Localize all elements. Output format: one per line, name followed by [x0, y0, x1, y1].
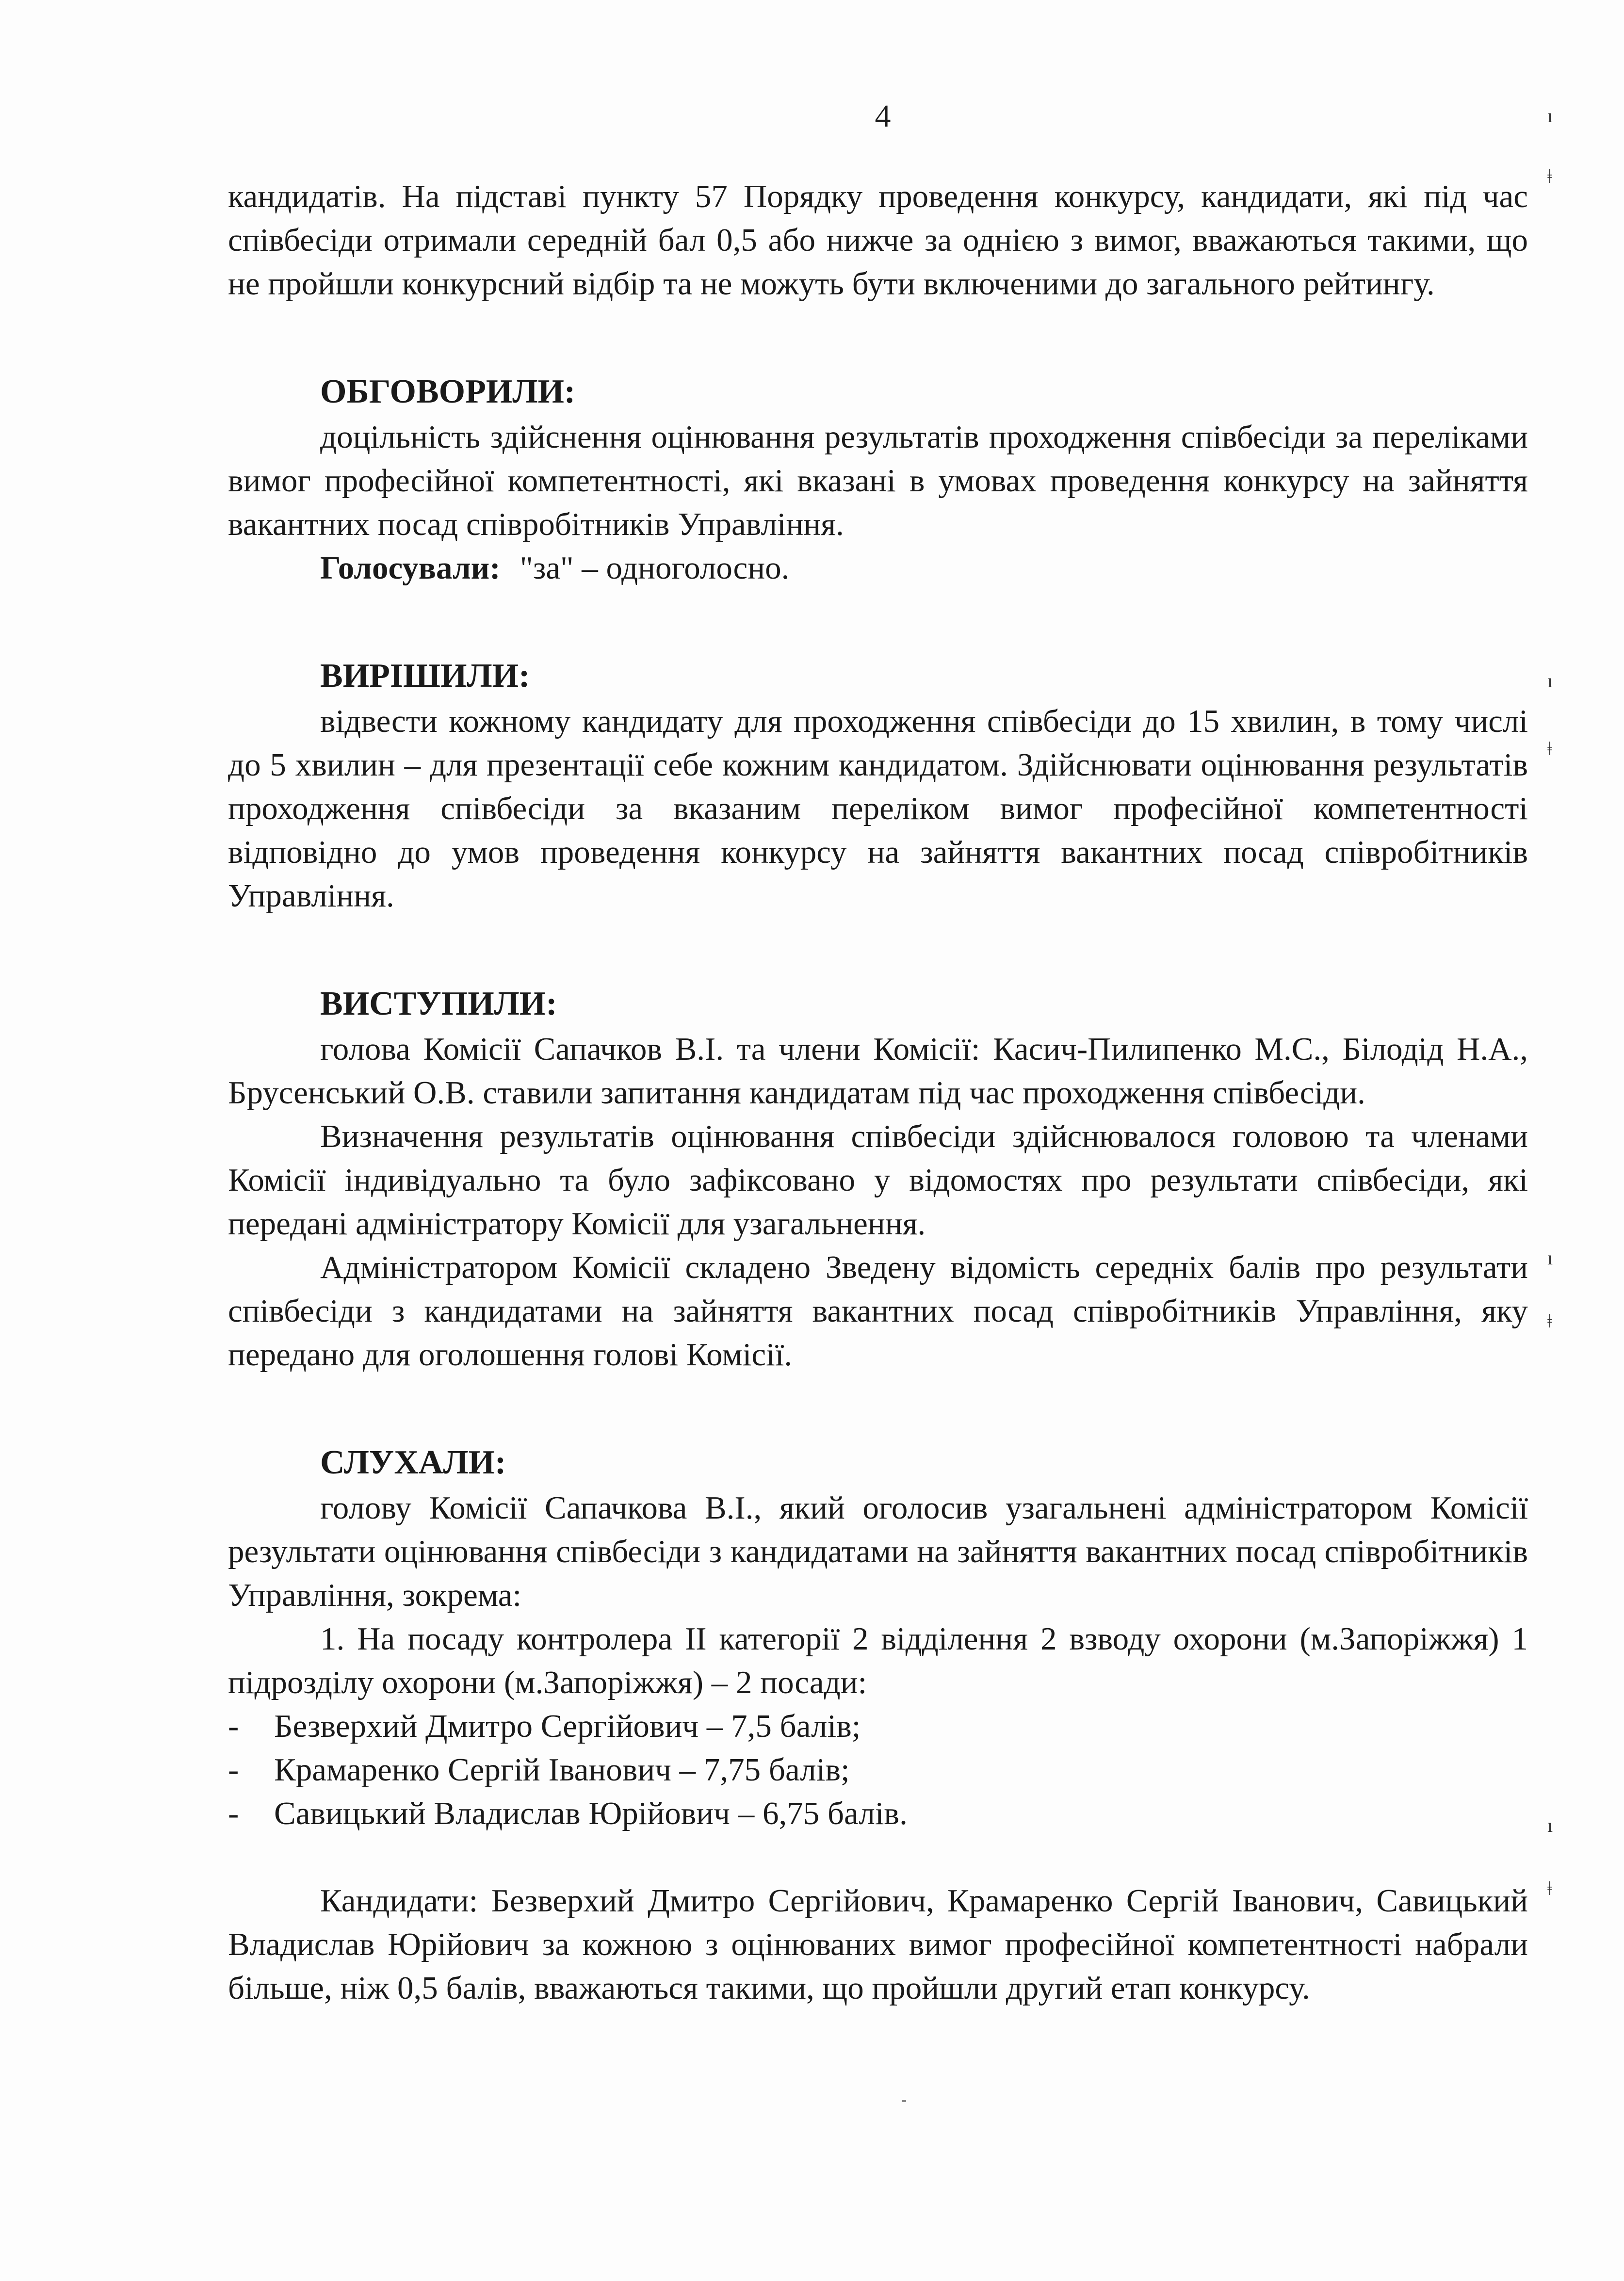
list-dash: - — [228, 1796, 239, 1831]
scan-speck — [902, 2100, 906, 2102]
candidate-text: Савицький Владислав Юрійович – 6,75 балів. — [274, 1796, 908, 1831]
discussed-paragraph: доцільність здійснення оцінювання результатів проходження співбесіди за переліками вимог професійної компетентності, які вказані в умовах проведення конкурсу на зайняття вакантних посад співробітників Управління. — [228, 419, 1528, 542]
candidate-list — [228, 1704, 1528, 1835]
binding-mark-icon: ǂ — [1547, 165, 1552, 187]
discussed-heading: ОБГОВОРИЛИ: — [320, 373, 576, 410]
binding-mark-icon: ı — [1547, 1247, 1553, 1269]
candidate-text: Безверхий Дмитро Сергійович – 7,5 балів; — [274, 1708, 861, 1744]
document-body — [228, 175, 1528, 2010]
binding-mark-icon: ı — [1547, 105, 1553, 127]
binding-mark-icon: ǂ — [1547, 1310, 1552, 1332]
vote-value: "за" – одноголосно. — [520, 550, 790, 586]
spoke-paragraph-3: Адміністратором Комісії складено Зведену відомість середніх балів про результати співбесіди з кандидатами на зайняття вакантних посад співробітників Управління, яку передано для оголошення голові Комісії. — [228, 1249, 1528, 1373]
vote-label: Голосували: — [320, 550, 501, 586]
position-title: 1. На посаду контролера ІІ категорії 2 відділення 2 взводу охорони (м.Запоріжжя) 1 підрозділу охорони (м.Запоріжжя) – 2 посади: — [228, 1621, 1528, 1700]
binding-mark-icon: ı — [1547, 1814, 1553, 1836]
binding-mark-icon: ǂ — [1547, 1877, 1552, 1899]
heard-paragraph: голову Комісії Сапачкова В.І., який оголосив узагальнені адміністратором Комісії результати оцінювання співбесіди з кандидатами на зайняття вакантних посад співробітників Управління, зокрема: — [228, 1490, 1528, 1613]
binding-marks — [1547, 0, 1576, 2281]
candidate-text: Крамаренко Сергій Іванович – 7,75 балів; — [274, 1752, 850, 1788]
list-item — [228, 1748, 1528, 1792]
spoke-paragraph-1: голова Комісії Сапачков В.І. та члени Комісії: Касич-Пилипенко М.С., Білодід Н.А., Брусенський О.В. ставили запитання кандидатам під час проходження співбесіди. — [228, 1031, 1528, 1111]
spacer — [228, 1835, 1528, 1879]
heard-heading: СЛУХАЛИ: — [320, 1444, 506, 1481]
spoke-paragraph-2: Визначення результатів оцінювання співбесіди здійснювалося головою та членами Комісії індивідуально та було зафіксовано у відомостях про результати співбесіди, які передані адміністратору Комісії для узагальнення. — [228, 1118, 1528, 1242]
vote-line — [320, 546, 1528, 590]
decided-heading: ВИРІШИЛИ: — [320, 657, 530, 695]
binding-mark-icon: ǂ — [1547, 738, 1552, 760]
page-number: 4 — [875, 98, 891, 134]
intro-paragraph: кандидатів. На підставі пункту 57 Порядку проведення конкурсу, кандидати, які під час співбесіди отримали середній бал 0,5 або нижче за однією з вимог, вважаються такими, що не пройшли конкурсний відбір та не можуть бути включеними до загального рейтингу. — [228, 178, 1528, 302]
list-item — [228, 1792, 1528, 1835]
decided-paragraph: відвести кожному кандидату для проходження співбесіди до 15 хвилин, в тому числі до 5 хвилин – для презентації себе кожним кандидатом. Здійснювати оцінювання результатів проходження співбесіди за вказаним переліком вимог професійної компетентності відповідно до умов проведення конкурсу на зайняття вакантних посад співробітників Управління. — [228, 703, 1528, 914]
list-dash: - — [228, 1752, 239, 1788]
list-item — [228, 1704, 1528, 1748]
list-dash: - — [228, 1708, 239, 1744]
conclusion-paragraph: Кандидати: Безверхий Дмитро Сергійович, Крамаренко Сергій Іванович, Савицький Владислав Юрійович за кожною з оцінюваних вимог професійної компетентності набрали більше, ніж 0,5 балів, вважаються такими, що пройшли другий етап конкурсу. — [228, 1883, 1528, 2006]
binding-mark-icon: ı — [1547, 670, 1553, 692]
spoke-heading: ВИСТУПИЛИ: — [320, 985, 557, 1022]
